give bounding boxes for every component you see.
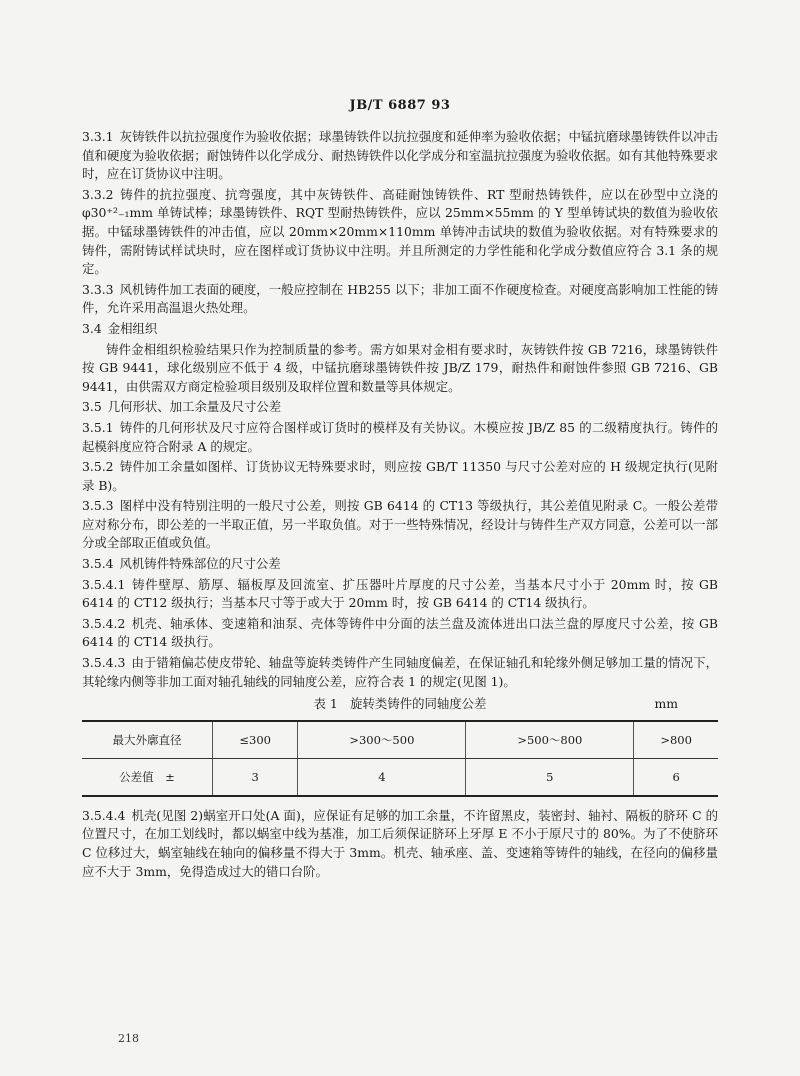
paragraph	[82, 341, 718, 397]
clause-number: 3.4	[82, 320, 102, 336]
table-cell: 公差值 ±	[82, 758, 213, 796]
clause-number: 3.5.4.3	[82, 655, 126, 671]
table-header-cell: >800	[634, 721, 718, 759]
table-header-row	[82, 721, 718, 759]
clause-text: 铸件加工余量如图样、订货协议无特殊要求时，则应按 GB/T 11350 与尺寸公差对应的 H 级规定执行(见附录 B)。	[82, 459, 718, 493]
paragraph	[82, 497, 718, 553]
clause-number: 3.5.2	[82, 459, 114, 475]
table-header-cell: ≤300	[213, 721, 298, 759]
clause-text: 铸件的抗拉强度、抗弯强度，其中灰铸铁件、高硅耐蚀铸铁件、RT 型耐热铸铁件，应以在砂型中立浇的 φ30⁺²₋₁mm 单铸试棒；球墨铸铁件、RQT 型耐热铸铁件，应以 25mm×55mm 的 Y 型单铸试块的数值为验收依据。中锰球墨铸铁件的冲击值，应以 20mm×20mm×110mm 单铸冲击试块的数值为验收依据。对有特殊要求的铸件，需附铸试样试块时，应在图样或订货协议中注明。并且所测定的力学性能和化学成分数值应符合 3.1 条的规定。	[82, 186, 718, 277]
clause-text: 图样中没有特别注明的一般尺寸公差，则按 GB 6414 的 CT13 等级执行，其公差值见附录 C。一般公差带应对称分布，即公差的一半取正值，另一半取负值。对于一些特殊情况，经设计与铸件生产双方同意，公差可以一部分或全部取正值或负值。	[82, 498, 718, 551]
clause-text: 风机铸件加工表面的硬度，一般应控制在 HB255 以下；非加工面不作硬度检查。对硬度高影响加工性能的铸件，允许采用高温退火热处理。	[82, 281, 718, 316]
table-cell: 6	[634, 758, 718, 796]
paragraph	[82, 458, 718, 495]
clause-text: 铸件金相组织检验结果只作为控制质量的参考。需方如果对金相有要求时，灰铸铁件按 GB 7216，球墨铸铁件按 GB 9441，球化级别应不低于 4 级，中锰抗磨球墨铸铁件按 JB/Z 179，耐热件和耐蚀件参照 GB 7216、GB 9441，由供需双方商定检验项目级别及取样位置和数量等具体规定。	[82, 341, 718, 394]
paragraph	[82, 281, 718, 318]
clause-text: 风机铸件特殊部位的尺寸公差	[119, 556, 281, 572]
table-caption	[82, 695, 718, 714]
table-cell: 3	[213, 758, 298, 796]
table-header-cell: >500～800	[466, 721, 634, 759]
clause-text: 几何形状、加工余量及尺寸公差	[107, 399, 282, 415]
table-cell: 4	[298, 758, 466, 796]
clause-text: 金相组织	[107, 320, 158, 336]
paragraph	[82, 398, 718, 417]
clause-number: 3.3.1	[82, 129, 114, 144]
clause-number: 3.5.3	[82, 498, 114, 514]
clause-number: 3.5.1	[82, 419, 114, 435]
clause-text: 机壳(见图 2)蜗室开口处(A 面)，应保证有足够的加工余量，不许留黑皮，装密封、轴衬、隔板的脐环 C 的位置尺寸，在加工划线时，都以蜗室中线为基准，加工后须保证脐环上牙厚 E 不小于原尺寸的 80%。为了不使脐环 C 位移过大，蜗室轴线在轴向的偏移量不得大于 3mm。机壳、轴承座、盖、变速箱等铸件的轴线，在径向的偏移量应不大于 3mm，免得造成过大的错口台阶。	[82, 807, 718, 879]
clause-number: 3.5.4.4	[82, 807, 126, 823]
table-title: 表 1 旋转类铸件的同轴度公差	[313, 696, 487, 712]
paragraph	[82, 320, 718, 339]
tolerance-table	[82, 720, 718, 797]
page-header: JB/T 6887 93	[349, 98, 451, 113]
clause-text: 铸件壁厚、筋厚、辐板厚及回流室、扩压器叶片厚度的尺寸公差，当基本尺寸小于 20mm 时，按 GB 6414 的 CT12 级执行；当基本尺寸等于或大于 20mm 时，按 GB 6414 的 CT14 级执行。	[82, 576, 718, 611]
clause-text: 铸件的几何形状及尺寸应符合图样或订货时的模样及有关协议。木模应按 JB/Z 85 的二级精度执行。铸件的起模斜度应符合附录 A 的规定。	[82, 419, 718, 454]
paragraph	[82, 576, 718, 613]
table-cell: 5	[466, 758, 634, 796]
table-row	[82, 758, 718, 796]
clause-text: 由于错箱偏芯使皮带轮、轴盘等旋转类铸件产生同轴度偏差，在保证轴孔和轮缘外侧足够加工量的情况下，其轮缘内侧等非加工面对轴孔轴线的同轴度公差，应符合表 1 的规定(见图 1)。	[82, 655, 718, 689]
table-header-cell: >300～500	[298, 721, 466, 759]
paragraph-list	[82, 128, 718, 691]
paragraph	[82, 186, 718, 279]
clause-number: 3.5.4.1	[82, 576, 126, 592]
paragraph	[82, 615, 718, 652]
paragraph-3-5-4-4	[82, 807, 718, 881]
clause-text: 灰铸铁件以抗拉强度作为验收依据；球墨铸铁件以抗拉强度和延伸率为验收依据；中锰抗磨球墨铸铁件以冲击值和硬度为验收依据；耐蚀铸件以化学成分、耐热铸铁件以化学成分和室温抗拉强度为验收依据。如有其他特殊要求时，应在订货协议中注明。	[82, 129, 718, 182]
clause-number: 3.3.2	[82, 186, 114, 202]
page-number: 218	[118, 1032, 139, 1045]
clause-text: 机壳、轴承体、变速箱和油泵、壳体等铸件中分面的法兰盘及流体进出口法兰盘的厚度尺寸公差，按 GB 6414 的 CT14 级执行。	[82, 615, 718, 650]
clause-number: 3.5	[82, 399, 102, 415]
clause-number: 3.5.4.2	[82, 615, 126, 631]
paragraph	[82, 128, 718, 184]
clause-number: 3.3.3	[82, 281, 114, 297]
table-unit: mm	[654, 696, 678, 712]
paragraph	[82, 419, 718, 456]
clause-number: 3.5.4	[82, 556, 114, 572]
table-header-cell: 最大外廓直径	[82, 721, 213, 759]
paragraph	[82, 555, 718, 574]
paragraph	[82, 654, 718, 691]
page-content	[82, 128, 718, 883]
